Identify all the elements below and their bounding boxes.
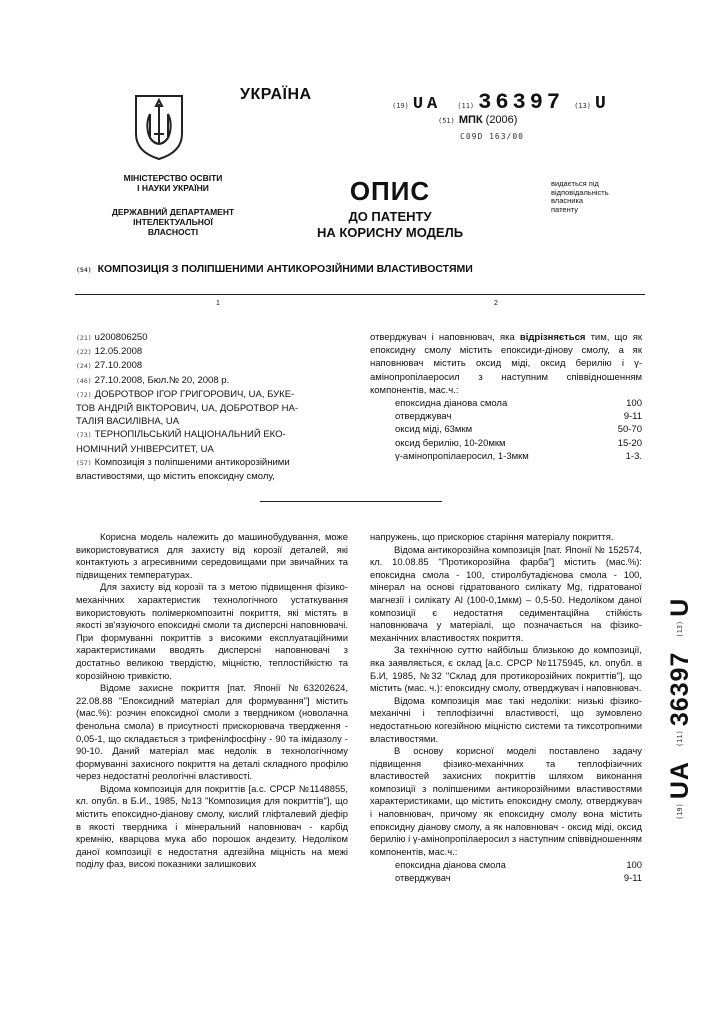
section-separator xyxy=(260,501,442,502)
biblio-text: u200806250 xyxy=(94,332,148,343)
table-row xyxy=(370,423,642,436)
issued-line-2: відповідальність xyxy=(551,187,609,197)
ipc-line xyxy=(438,114,517,126)
biblio-code: (21) xyxy=(76,334,92,342)
code-19: (19) xyxy=(392,102,409,110)
component-name: отверджувач xyxy=(395,871,451,883)
biblio-code: (22) xyxy=(76,348,92,357)
side-label-rotated xyxy=(660,580,700,820)
biblio-line xyxy=(76,374,348,388)
biblio-line xyxy=(76,345,348,359)
patent-number: 36397 xyxy=(478,90,565,115)
biblio-text: 27.10.2008, Бюл.№ 20, 2008 р. xyxy=(94,374,230,386)
issued-line-1: видається під xyxy=(551,179,599,188)
description-paragraph: Корисна модель належить до машинобудування, може використовуватися для захисту від корозії деталей, які контактують з агресивними середовищами при звичайних та підвищених температурах. xyxy=(76,531,348,580)
issued-note xyxy=(551,180,641,214)
description-paragraph: За технічною суттю найбільш близькою до композиції, яка заявляється, є склад [а.с. СРСР №1175945, кл. опубл. в Б.И, 1985, №32 "Склад для протикорозійних покриттів"], що містить (мас. ч.): епоксидну смолу, отверджувач і наповнювач. xyxy=(370,644,642,694)
ipc-label: МПК xyxy=(458,114,483,126)
side-country-code: UA xyxy=(665,761,694,800)
description-paragraph: Відома антикорозійна композиція [пат. Японії № 152574, кл. 10.08.85 "Протикорозійна фарба"] містить (мас.%): епоксидна смола - 100, стиролбутадієнова смола - 100, мінерал на основі гідратованого силікату Mg, гідратованої магнезії і силікату Al (100-0,1мкм) – 0,5-50. Недоліком даної композиції є недостатня седиментаційна стійкість наповнювача у матеріалі, що позначається на фізико-механічних властивостях покриття. xyxy=(370,543,642,643)
component-value: 100 xyxy=(626,398,642,410)
biblio-line xyxy=(76,415,348,428)
biblio-code: (73) xyxy=(76,431,92,440)
component-value: 15-20 xyxy=(617,437,642,449)
claim-paragraph xyxy=(370,331,642,397)
biblio-text: ТОВ АНДРІЙ ВІКТОРОВИЧ, UA, ДОБРОТВОР НА- xyxy=(76,403,298,415)
description-paragraph: Відома композиція для покриттів [а.с. СРСР №1148855, кл. опубл. в Б.И., 1985, №13 "Композиция для покриттів"], що містить епоксидно-діанову смолу, кислий гліфталевий діефір в якості твердника і мінеральний наповнювач - карбід кремнію, кварцова мука або порошок андезиту. Недоліком даної композиції є недостатня адгезійна міцність на межі поділу фаз, високі показники залишкових xyxy=(76,782,348,870)
biblio-text: Композиція з поліпшеними антикорозійними xyxy=(94,456,290,468)
biblio-line xyxy=(76,388,348,402)
invention-title-text: КОМПОЗИЦІЯ З ПОЛІПШЕНИМИ АНТИКОРОЗІЙНИМИ ВЛАСТИВОСТЯМИ xyxy=(97,263,473,275)
issued-line-4: патенту xyxy=(551,204,579,214)
biblio-line xyxy=(76,443,348,456)
table-row xyxy=(370,437,642,450)
column-number-right: 2 xyxy=(494,300,498,307)
column-number-left: 1 xyxy=(216,300,220,307)
header-divider xyxy=(75,294,645,295)
claim-text-before: отверджувач і наповнювач, яка xyxy=(370,332,520,343)
description-paragraph: Відома композиція має такі недоліки: низькі фізико-механічні і теплофізичні властивості, що зумовлено недостатньою когезійною міцністю системи та тиксотропними властивостями. xyxy=(370,694,642,744)
patent-number-header xyxy=(392,90,642,114)
component-name: оксид міді, 63мкм xyxy=(395,424,473,436)
biblio-text: ДОБРОТВОР ІГОР ГРИГОРОВИЧ, UA, БУКЕ- xyxy=(94,388,295,400)
document-subtitle-2: НА КОРИСНУ МОДЕЛЬ xyxy=(316,225,464,240)
ministry-name xyxy=(108,173,238,193)
issued-line-3: власника xyxy=(551,196,584,205)
biblio-text: властивостями, що містить епоксидну смолу, xyxy=(76,471,275,483)
biblio-text: ТАЛІЯ ВАСИЛІВНА, UA xyxy=(76,416,180,428)
claim-emphasis: відрізняється xyxy=(519,332,586,343)
invention-title xyxy=(76,263,473,275)
description-composition-table xyxy=(370,858,642,884)
biblio-line xyxy=(76,428,348,442)
patent-type: U xyxy=(595,94,610,114)
component-value: 1-3. xyxy=(625,450,642,462)
department-line-3: ВЛАСНОСТІ xyxy=(147,227,199,237)
code-54: (54) xyxy=(76,266,92,274)
biblio-line xyxy=(76,456,348,470)
department-name xyxy=(108,207,238,237)
side-patent-type: U xyxy=(665,597,694,617)
description-paragraph: В основу корисної моделі поставлено задачу підвищення фізико-механічних та теплофізичних властивостей захисних покриттів шляхом виконання композиції з поліпшеними антикорозійними властивостями характеристиками, що містить епоксидну смолу, отверджувач і наповнювач, причому як епоксидну смолу вона містить епоксидну діанову смолу, а як наповнювач - оксид міді, оксид берилію і γ-амінопропілаеросил з наступним співвідношенням компонентів, мас.ч.: xyxy=(370,745,642,857)
coat-of-arms-emblem xyxy=(130,92,188,162)
document-title: ОПИС xyxy=(349,176,431,206)
biblio-line xyxy=(76,402,348,415)
table-row xyxy=(370,450,642,463)
table-row xyxy=(370,397,642,410)
component-name: епоксидна діанова смола xyxy=(395,398,508,410)
ministry-line-1: МІНІСТЕРСТВО ОСВІТИ xyxy=(123,173,223,183)
department-line-1: ДЕРЖАВНИЙ ДЕПАРТАМЕНТ xyxy=(111,207,235,217)
component-name: γ-амінопропілаеросил, 1-3мкм xyxy=(395,450,529,462)
ipc-class: C09D 163/00 xyxy=(460,132,524,141)
side-code-11: (11) xyxy=(676,730,684,748)
biblio-text: 27.10.2008 xyxy=(94,360,143,372)
side-code-13: (13) xyxy=(676,620,684,638)
description-left-column xyxy=(76,531,348,871)
biblio-code: (24) xyxy=(76,362,92,371)
description-paragraph: напружень, що прискорює старіння матеріалу покриття. xyxy=(370,531,614,542)
side-patent-label xyxy=(660,580,700,820)
claim-text-after: тим, що як епоксидну смолу містить епоксиди-дінову смолу, а як наповнювач містить оксид міді, оксид берилію і γ-амінопропілаеросил з наступним співвідношенням компонентів, мас.ч.: xyxy=(370,332,642,396)
code-51: (51) xyxy=(438,117,455,125)
description-paragraph: Відоме захисне покриття [пат. Японії №63202624, 22.08.88 "Епоксидний матеріал для формування"] містить (мас.%): розчин епоксидної смоли з твердником (новолачна фенольна смола) в присутності прискорювача твердження - 0,05-1, що складається з трифенілфосфіну - 90 та імідазолу - 90-10. Даний матеріал має недолік в технологічному формуванні захисного покриття на деталі складного профілю через недостатні реологічні властивості. xyxy=(76,682,348,782)
side-patent-number: 36397 xyxy=(665,651,694,727)
component-value: 50-70 xyxy=(617,424,642,436)
biblio-line xyxy=(76,331,348,345)
description-paragraph: Для захисту від корозії та з метою підвищення фізико-механічних характеристик технологічного устаткування використовують полімеркомпозитні покриття, які містять в якості зв'язуючого епоксидні смоли та дисперсні наповнювачі. При формуванні покриттів з високими експлуатаційними характеристиками вводять дисперсні наповнювачі з достатньо великою твердістю, міцністю, теплостійкістю та корозійною тривкістю. xyxy=(76,581,348,681)
component-name: епоксидна діанова смола xyxy=(395,858,506,870)
component-name: оксид берилію, 10-20мкм xyxy=(395,437,506,449)
country-title: УКРАЇНА xyxy=(240,86,312,103)
claim-composition-table xyxy=(370,397,642,463)
department-line-2: ІНТЕЛЕКТУАЛЬНОЇ xyxy=(133,217,213,227)
description-right-column xyxy=(370,531,642,885)
biblio-text: НОМІЧНИЙ УНІВЕРСИТЕТ, UA xyxy=(76,443,214,455)
ipc-year: (2006) xyxy=(485,114,518,126)
table-row xyxy=(370,858,642,871)
biblio-line xyxy=(76,470,348,483)
code-13: (13) xyxy=(574,102,591,110)
component-value: 9-11 xyxy=(623,871,642,883)
table-row xyxy=(370,410,642,423)
biblio-text: ТЕРНОПІЛЬСЬКИЙ НАЦІОНАЛЬНИЙ ЕКО- xyxy=(94,429,286,441)
biblio-code: (57) xyxy=(76,458,92,467)
country-code: UA xyxy=(412,95,442,114)
claim-text xyxy=(370,331,642,463)
ministry-line-2: І НАУКИ УКРАЇНИ xyxy=(137,183,209,193)
component-value: 100 xyxy=(626,858,642,870)
document-subtitle-1: ДО ПАТЕНТУ xyxy=(348,209,432,224)
side-code-19: (19) xyxy=(676,803,684,820)
component-name: отверджувач xyxy=(395,411,452,423)
code-11: (11) xyxy=(457,102,475,110)
component-value: 9-11 xyxy=(623,411,642,423)
bibliographic-data xyxy=(76,331,348,483)
biblio-code: (72) xyxy=(76,390,92,399)
table-row xyxy=(370,872,642,885)
biblio-code: (46) xyxy=(76,376,92,385)
biblio-line xyxy=(76,359,348,373)
biblio-text: 12.05.2008 xyxy=(94,346,143,358)
